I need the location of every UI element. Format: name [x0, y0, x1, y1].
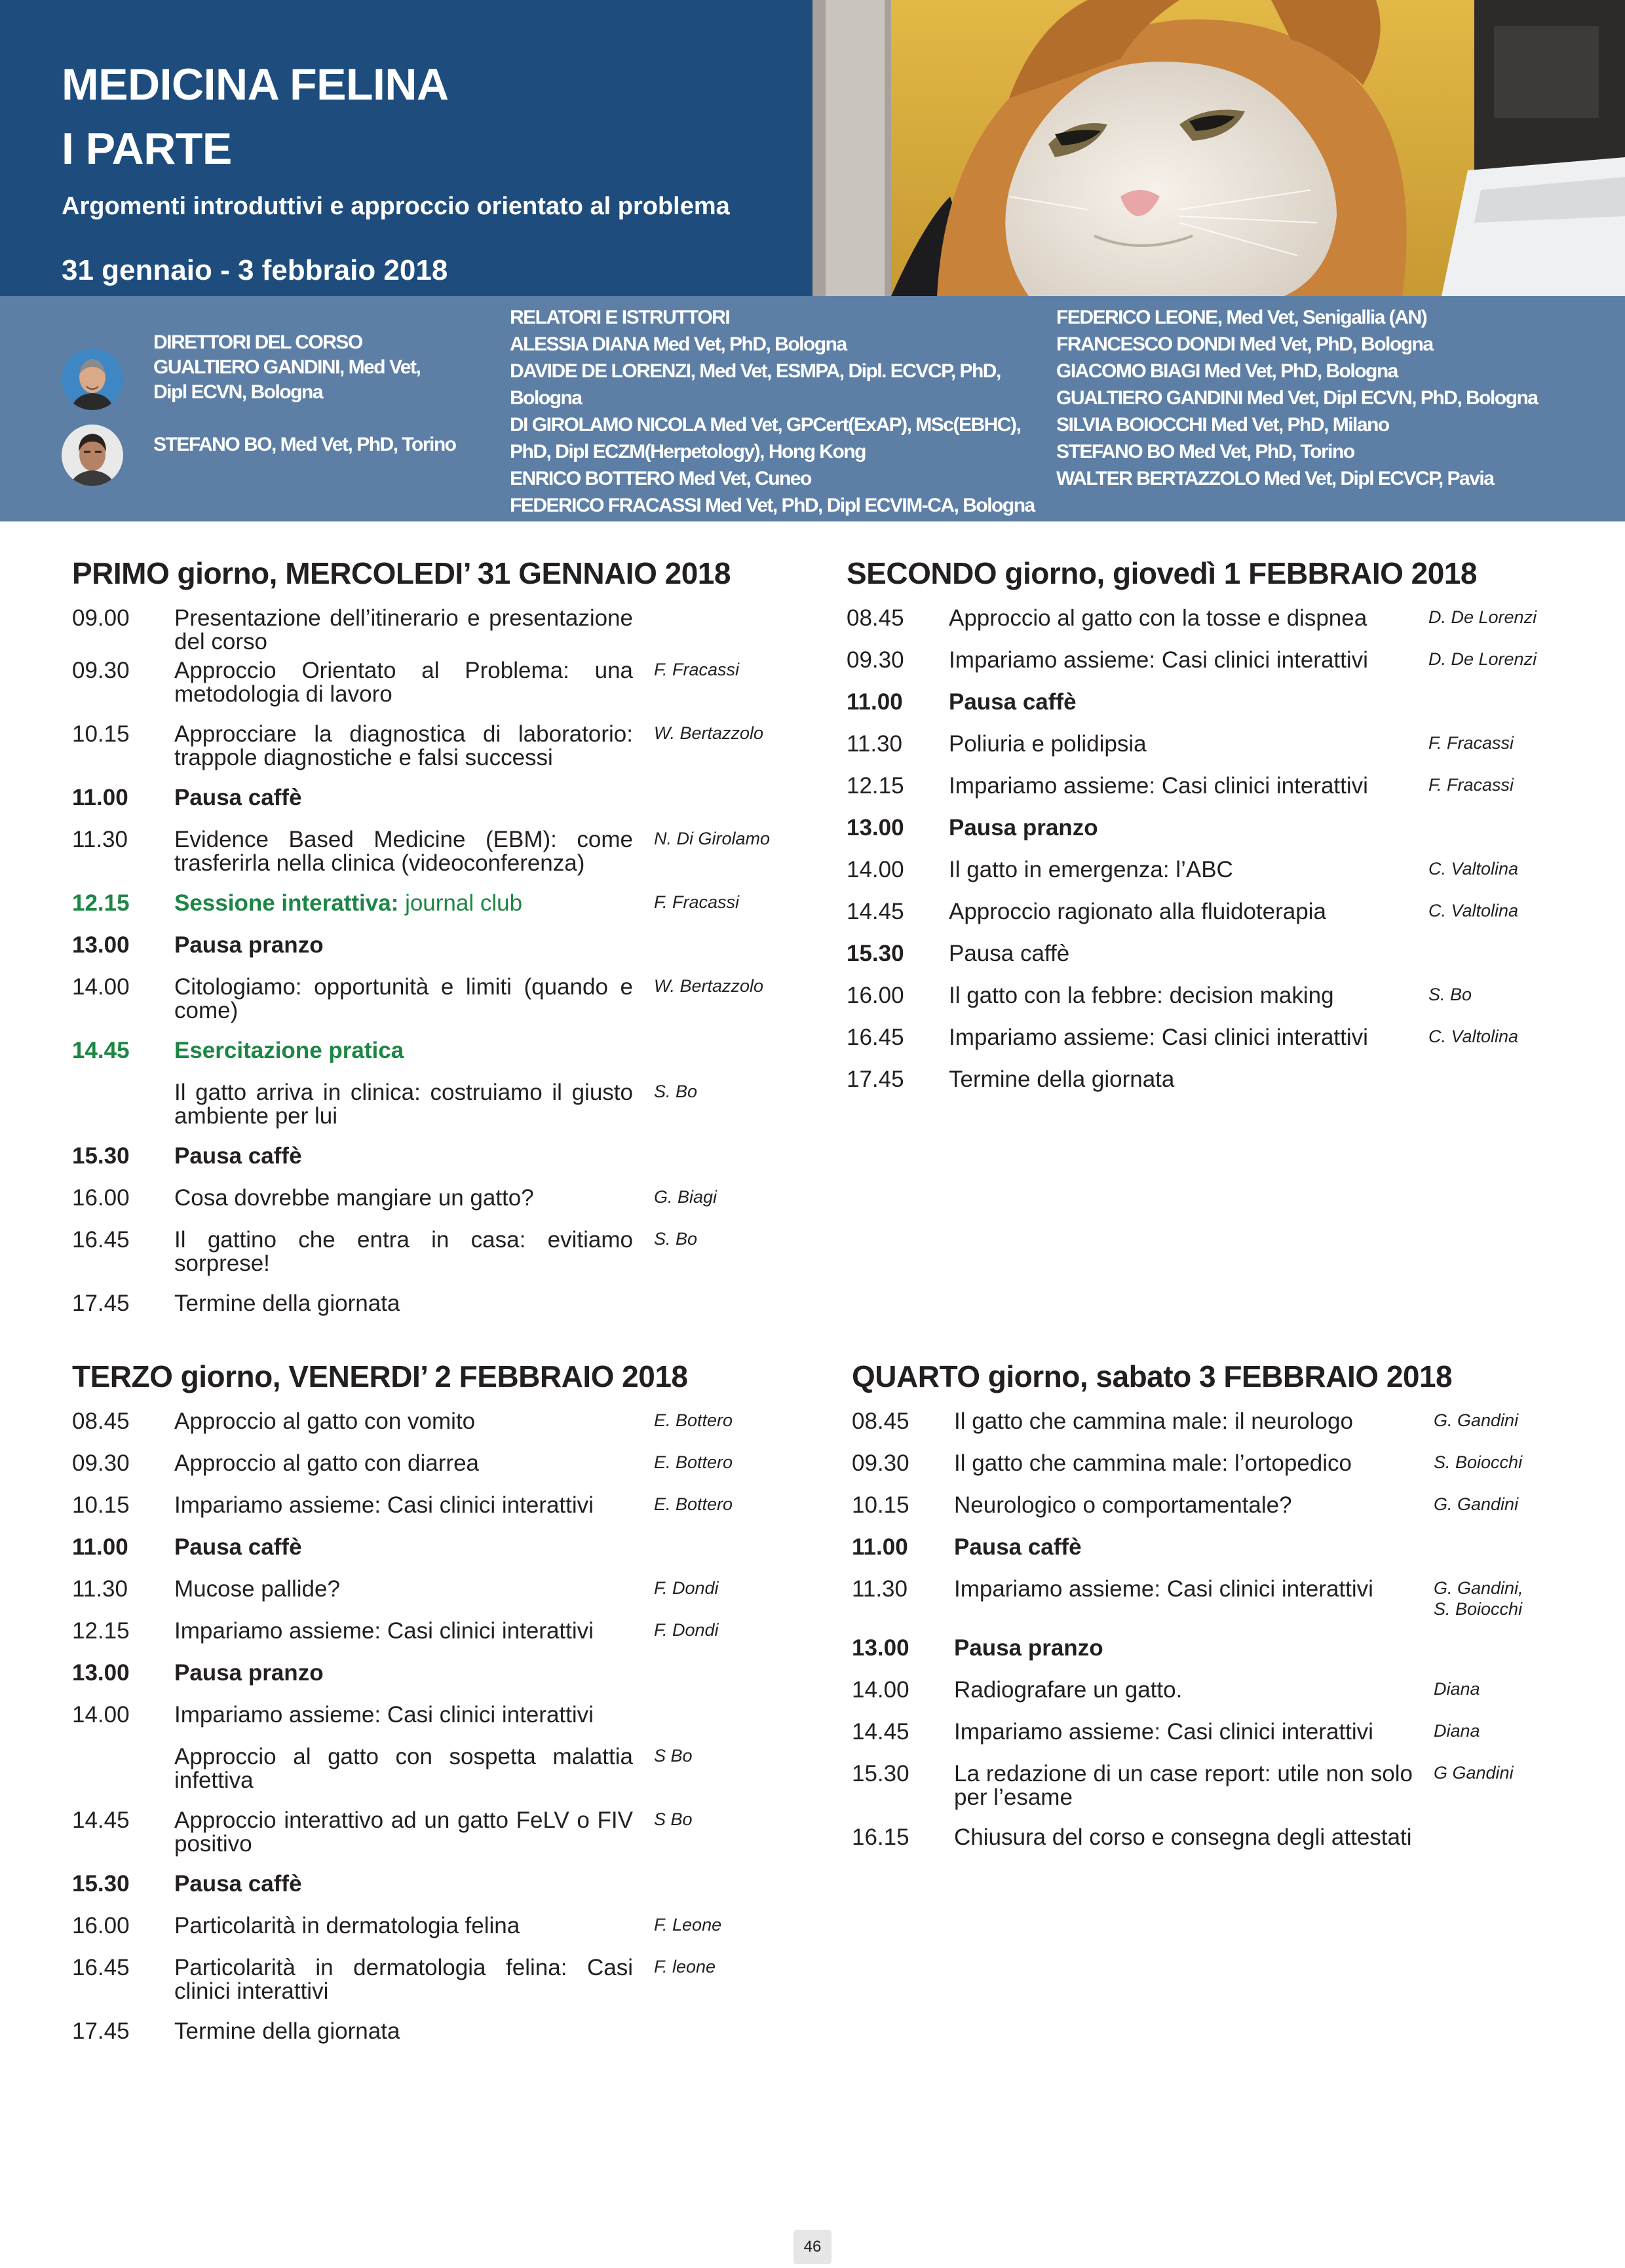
row-time: 14.00	[852, 1677, 909, 1703]
speaker-line: DAVIDE DE LORENZI, Med Vet, ESMPA, Dipl. ECVCP, PhD,	[510, 360, 1001, 382]
row-time: 11.30	[852, 1576, 908, 1602]
row-time: 09.30	[72, 658, 130, 683]
schedule-row	[852, 1578, 1523, 1636]
row-topic: Approccio Orientato al Problema: una metodologia di lavoro	[174, 658, 633, 707]
row-speaker: Diana	[1434, 1721, 1480, 1741]
row-topic: Impariamo assieme: Casi clinici interattivi	[174, 1618, 594, 1644]
schedule-row	[72, 1578, 733, 1619]
schedule-row	[72, 1956, 733, 2020]
schedule-row-interactive	[72, 892, 770, 934]
page-title	[62, 52, 449, 181]
schedule-row	[72, 1809, 733, 1872]
row-speaker: G. Gandini	[1434, 1494, 1519, 1514]
row-topic: Presentazione dell’itinerario e presentazione del corso	[174, 605, 633, 654]
schedule-row-break	[72, 1144, 770, 1186]
speaker-line: FEDERICO FRACASSI Med Vet, PhD, Dipl ECVIM-CA, Bologna	[510, 495, 1035, 516]
row-topic: Esercitazione pratica	[174, 1038, 404, 1063]
row-speaker: F. Fracassi	[654, 660, 740, 679]
row-speaker: S. Boiocchi	[1434, 1452, 1523, 1472]
row-topic: Il gatto in emergenza: l’ABC	[949, 857, 1233, 882]
row-topic: Pausa pranzo	[174, 932, 324, 958]
director-bo: STEFANO BO, Med Vet, PhD, Torino	[153, 434, 456, 455]
speaker-line: GUALTIERO GANDINI Med Vet, Dipl ECVN, PhD, Bologna	[1056, 387, 1538, 409]
row-time: 13.00	[72, 1660, 130, 1686]
avatar-gualtiero-gandini	[62, 349, 123, 410]
schedule-row-break	[72, 1536, 733, 1578]
row-topic: Pausa pranzo	[174, 1660, 324, 1686]
row-topic: Pausa caffè	[174, 1871, 302, 1897]
row-topic: Neurologico o comportamentale?	[954, 1492, 1292, 1518]
page-subtitle: Argomenti introduttivi e approccio orientato al problema	[62, 193, 730, 220]
row-time: 09.30	[847, 647, 904, 673]
row-speaker: F. Fracassi	[1428, 775, 1514, 795]
schedule-row	[852, 1410, 1523, 1452]
row-time: 09.30	[852, 1450, 909, 1476]
day-2-title: SECONDO giorno, giovedì 1 FEBBRAIO 2018	[847, 556, 1477, 590]
director-gandini: GUALTIERO GANDINI, Med Vet,	[153, 356, 421, 378]
row-time: 11.30	[72, 827, 128, 852]
row-time: 14.00	[72, 1702, 130, 1728]
row-topic: Pausa pranzo	[949, 815, 1098, 841]
row-time: 17.45	[72, 2018, 130, 2044]
row-speaker: W. Bertazzolo	[654, 723, 764, 743]
schedule-row-break	[72, 786, 770, 828]
schedule-row	[72, 1745, 733, 1809]
schedule-row	[847, 607, 1537, 649]
row-speaker: F. Leone	[654, 1915, 722, 1935]
row-time: 15.30	[847, 941, 904, 966]
row-topic: Evidence Based Medicine (EBM): come trasferirla nella clinica (videoconferenza)	[174, 827, 633, 876]
row-topic: Pausa caffè	[949, 941, 1070, 966]
row-time: 16.45	[72, 1227, 130, 1253]
row-speaker: D. De Lorenzi	[1428, 649, 1537, 669]
row-topic: Chiusura del corso e consegna degli attestati	[954, 1824, 1412, 1850]
schedule-row	[72, 659, 770, 723]
row-time: 14.00	[72, 974, 130, 1000]
row-speaker: F. leone	[654, 1957, 716, 1976]
schedule-row-break	[847, 816, 1537, 858]
row-topic: Cosa dovrebbe mangiare un gatto?	[174, 1185, 534, 1211]
schedule-row	[72, 975, 770, 1039]
row-time: 13.00	[72, 932, 130, 958]
row-topic: Pausa caffè	[949, 689, 1077, 715]
schedule-row	[847, 774, 1537, 816]
row-topic	[174, 892, 633, 915]
row-topic: Citologiamo: opportunità e limiti (quando e come)	[174, 974, 633, 1023]
row-time: 11.00	[72, 785, 128, 810]
row-speaker: G. Biagi	[654, 1187, 717, 1207]
schedule-row	[847, 1068, 1537, 1110]
schedule-row-break	[852, 1636, 1523, 1678]
schedule-row	[72, 1452, 733, 1494]
row-topic: Mucose pallide?	[174, 1576, 340, 1602]
schedule-row	[72, 828, 770, 892]
row-topic: Pausa caffè	[174, 1534, 302, 1560]
row-topic: Impariamo assieme: Casi clinici interattivi	[949, 647, 1368, 673]
row-time: 14.45	[72, 1038, 130, 1063]
header-banner	[0, 0, 812, 296]
cat-photo	[812, 0, 1625, 296]
row-speaker: F. Dondi	[654, 1578, 719, 1598]
schedule-row	[852, 1762, 1523, 1826]
row-topic: La redazione di un case report: utile non solo per l’esame	[954, 1761, 1413, 1810]
row-time: 16.15	[852, 1824, 909, 1850]
row-speaker: S. Bo	[654, 1229, 698, 1249]
speaker-line: PhD, Dipl ECZM(Herpetology), Hong Kong	[510, 441, 866, 463]
row-time: 14.45	[852, 1719, 909, 1745]
speaker-line: DI GIROLAMO NICOLA Med Vet, GPCert(ExAP), MSc(EBHC),	[510, 414, 1021, 436]
title-line-1: MEDICINA FELINA	[62, 60, 449, 109]
row-speaker: F. Fracassi	[654, 892, 740, 912]
row-topic: Impariamo assieme: Casi clinici interattivi	[949, 773, 1368, 799]
title-line-2: I PARTE	[62, 124, 232, 174]
row-time: 16.45	[72, 1955, 130, 1980]
row-speaker: C. Valtolina	[1428, 901, 1519, 920]
schedule-row	[847, 732, 1537, 774]
row-time: 14.00	[847, 857, 904, 882]
schedule-row	[852, 1452, 1523, 1494]
row-speaker: E. Bottero	[654, 1452, 733, 1472]
row-speaker: E. Bottero	[654, 1494, 733, 1514]
schedule-row	[852, 1678, 1523, 1720]
row-time: 09.30	[72, 1450, 130, 1476]
row-topic: Termine della giornata	[174, 1291, 400, 1316]
row-time: 11.30	[847, 731, 902, 757]
schedule-row	[847, 984, 1537, 1026]
row-time: 08.45	[852, 1408, 909, 1434]
speaker-line: ENRICO BOTTERO Med Vet, Cuneo	[510, 468, 811, 489]
speakers-column-2	[1056, 304, 1620, 492]
row-topic: Pausa caffè	[954, 1534, 1082, 1560]
row-time: 15.30	[72, 1143, 130, 1169]
schedule-row	[72, 1228, 770, 1292]
faculty-band	[0, 296, 1625, 521]
row-time: 10.15	[72, 1492, 130, 1518]
row-time: 14.45	[847, 899, 904, 924]
avatar-stefano-bo	[62, 425, 123, 486]
directors-heading: DIRETTORI DEL CORSO	[153, 331, 362, 353]
row-topic: Radiografare un gatto.	[954, 1677, 1183, 1703]
row-topic: Impariamo assieme: Casi clinici interattivi	[174, 1492, 594, 1518]
row-topic: Impariamo assieme: Casi clinici interattivi	[954, 1576, 1373, 1602]
row-topic: Approccio al gatto con la tosse e dispnea	[949, 605, 1367, 631]
schedule-row	[72, 2020, 733, 2062]
row-time: 14.45	[72, 1807, 130, 1833]
page-number: 46	[793, 2230, 832, 2264]
row-time: 11.30	[72, 1576, 128, 1602]
row-time: 11.00	[72, 1534, 128, 1560]
row-speaker	[1413, 1578, 1523, 1619]
speaker-line: STEFANO BO Med Vet, PhD, Torino	[1056, 441, 1354, 463]
schedule-row	[847, 900, 1537, 942]
row-topic: Termine della giornata	[174, 2018, 400, 2044]
row-time: 15.30	[72, 1871, 130, 1897]
course-directors	[153, 330, 474, 457]
row-time: 10.15	[852, 1492, 909, 1518]
row-time: 08.45	[847, 605, 904, 631]
row-speaker-1: G. Gandini,	[1434, 1578, 1523, 1598]
course-dates: 31 gennaio - 3 febbraio 2018	[62, 254, 448, 286]
row-speaker: W. Bertazzolo	[654, 976, 764, 996]
speaker-line: FEDERICO LEONE, Med Vet, Senigallia (AN)	[1056, 307, 1427, 328]
schedule-row-break	[72, 1872, 733, 1914]
schedule-row	[72, 1081, 770, 1144]
speakers-column-1	[510, 304, 1047, 519]
row-speaker: C. Valtolina	[1428, 859, 1519, 879]
day-3-title: TERZO giorno, VENERDI’ 2 FEBBRAIO 2018	[72, 1359, 688, 1393]
row-speaker: S Bo	[654, 1809, 693, 1829]
schedule-row	[72, 1619, 733, 1661]
row-topic: Particolarità in dermatologia felina	[174, 1913, 520, 1938]
day-1-title: PRIMO giorno, MERCOLEDI’ 31 GENNAIO 2018	[72, 556, 731, 590]
row-topic: Approcciare la diagnostica di laboratorio: trappole diagnostiche e falsi successi	[174, 721, 633, 770]
row-topic: Approccio interattivo ad un gatto FeLV o FIV positivo	[174, 1807, 633, 1857]
row-topic: Il gatto che cammina male: l’ortopedico	[954, 1450, 1352, 1476]
row-speaker: S. Bo	[654, 1082, 698, 1101]
speaker-line: SILVIA BOIOCCHI Med Vet, PhD, Milano	[1056, 414, 1389, 436]
speaker-line: FRANCESCO DONDI Med Vet, PhD, Bologna	[1056, 333, 1433, 355]
row-time: 17.45	[72, 1291, 130, 1316]
row-topic: Il gatto con la febbre: decision making	[949, 983, 1334, 1008]
row-speaker: F. Dondi	[654, 1620, 719, 1640]
day-1-schedule	[72, 556, 770, 1334]
speaker-line: WALTER BERTAZZOLO Med Vet, Dipl ECVCP, Pavia	[1056, 468, 1494, 489]
row-time: 16.00	[847, 983, 904, 1008]
row-topic: Pausa caffè	[174, 1143, 302, 1169]
row-speaker-2: S. Boiocchi	[1434, 1599, 1523, 1619]
day-4-schedule	[852, 1359, 1523, 1889]
row-time: 15.30	[852, 1761, 909, 1786]
row-topic: Il gattino che entra in casa: evitiamo sorprese!	[174, 1227, 633, 1276]
row-topic: Pausa caffè	[174, 785, 302, 810]
row-topic: Particolarità in dermatologia felina: Casi clinici interattivi	[174, 1955, 633, 2004]
director-gandini-title: Dipl ECVN, Bologna	[153, 381, 322, 403]
row-time: 11.00	[847, 689, 903, 715]
row-speaker: D. De Lorenzi	[1428, 607, 1537, 627]
row-time: 11.00	[852, 1534, 908, 1560]
row-time: 16.00	[72, 1185, 130, 1211]
row-topic: Termine della giornata	[949, 1067, 1175, 1092]
schedule-row-break	[852, 1536, 1523, 1578]
schedule-row	[72, 1292, 770, 1334]
row-time: 16.45	[847, 1025, 904, 1050]
row-topic: Approccio al gatto con diarrea	[174, 1450, 479, 1476]
row-speaker: G. Gandini	[1434, 1410, 1519, 1430]
speaker-line: GIACOMO BIAGI Med Vet, PhD, Bologna	[1056, 360, 1398, 382]
row-speaker: G Gandini	[1434, 1763, 1514, 1783]
schedule-row-practical	[72, 1039, 770, 1081]
row-time: 13.00	[852, 1635, 909, 1661]
day-4-title: QUARTO giorno, sabato 3 FEBBRAIO 2018	[852, 1359, 1453, 1393]
row-speaker: Diana	[1434, 1679, 1480, 1699]
row-topic-rest: journal club	[398, 890, 523, 916]
row-topic: Impariamo assieme: Casi clinici interattivi	[954, 1719, 1373, 1745]
speaker-line: ALESSIA DIANA Med Vet, PhD, Bologna	[510, 333, 847, 355]
schedule-row	[72, 1410, 733, 1452]
row-topic: Approccio ragionato alla fluidoterapia	[949, 899, 1326, 924]
schedule-row	[72, 1703, 733, 1745]
schedule-row	[852, 1720, 1523, 1762]
row-speaker: S. Bo	[1428, 985, 1472, 1004]
schedule-row	[847, 1026, 1537, 1068]
schedule-row-break	[72, 1661, 733, 1703]
schedule-row	[72, 1186, 770, 1228]
schedule-row	[72, 1494, 733, 1536]
row-speaker: S Bo	[654, 1746, 693, 1766]
row-time: 13.00	[847, 815, 904, 841]
row-time: 10.15	[72, 721, 130, 747]
row-speaker: E. Bottero	[654, 1410, 733, 1430]
row-time: 12.15	[847, 773, 904, 799]
schedule-row	[847, 649, 1537, 690]
row-topic: Impariamo assieme: Casi clinici interattivi	[174, 1702, 594, 1728]
row-time: 09.00	[72, 605, 130, 631]
row-topic: Poliuria e polidipsia	[949, 731, 1147, 757]
row-topic: Approccio al gatto con vomito	[174, 1408, 476, 1434]
day-3-schedule	[72, 1359, 733, 2062]
row-time: 12.15	[72, 890, 130, 916]
row-topic: Impariamo assieme: Casi clinici interattivi	[949, 1025, 1368, 1050]
day-2-schedule	[847, 556, 1537, 1110]
schedule-row	[852, 1826, 1523, 1889]
schedule-row	[72, 723, 770, 786]
row-speaker: C. Valtolina	[1428, 1027, 1519, 1046]
row-topic: Il gatto che cammina male: il neurologo	[954, 1408, 1353, 1434]
row-time: 08.45	[72, 1408, 130, 1434]
row-speaker: F. Fracassi	[1428, 733, 1514, 753]
speaker-line: Bologna	[510, 387, 582, 409]
row-time: 16.00	[72, 1913, 130, 1938]
schedule-row	[72, 607, 770, 659]
row-time: 12.15	[72, 1618, 130, 1644]
schedule-row-break	[847, 942, 1537, 984]
schedule-row	[72, 1914, 733, 1956]
speakers-heading: RELATORI E ISTRUTTORI	[510, 307, 730, 328]
row-topic-highlight: Sessione interattiva:	[174, 890, 399, 916]
row-topic: Il gatto arriva in clinica: costruiamo il giusto ambiente per lui	[174, 1080, 633, 1129]
schedule-row-break	[72, 934, 770, 975]
row-topic: Pausa pranzo	[954, 1635, 1103, 1661]
schedule-row	[847, 858, 1537, 900]
schedule-row-break	[847, 690, 1537, 732]
row-topic: Approccio al gatto con sospetta malattia infettiva	[174, 1744, 633, 1793]
row-time: 17.45	[847, 1067, 904, 1092]
row-speaker: N. Di Girolamo	[654, 829, 771, 848]
schedule-row	[852, 1494, 1523, 1536]
